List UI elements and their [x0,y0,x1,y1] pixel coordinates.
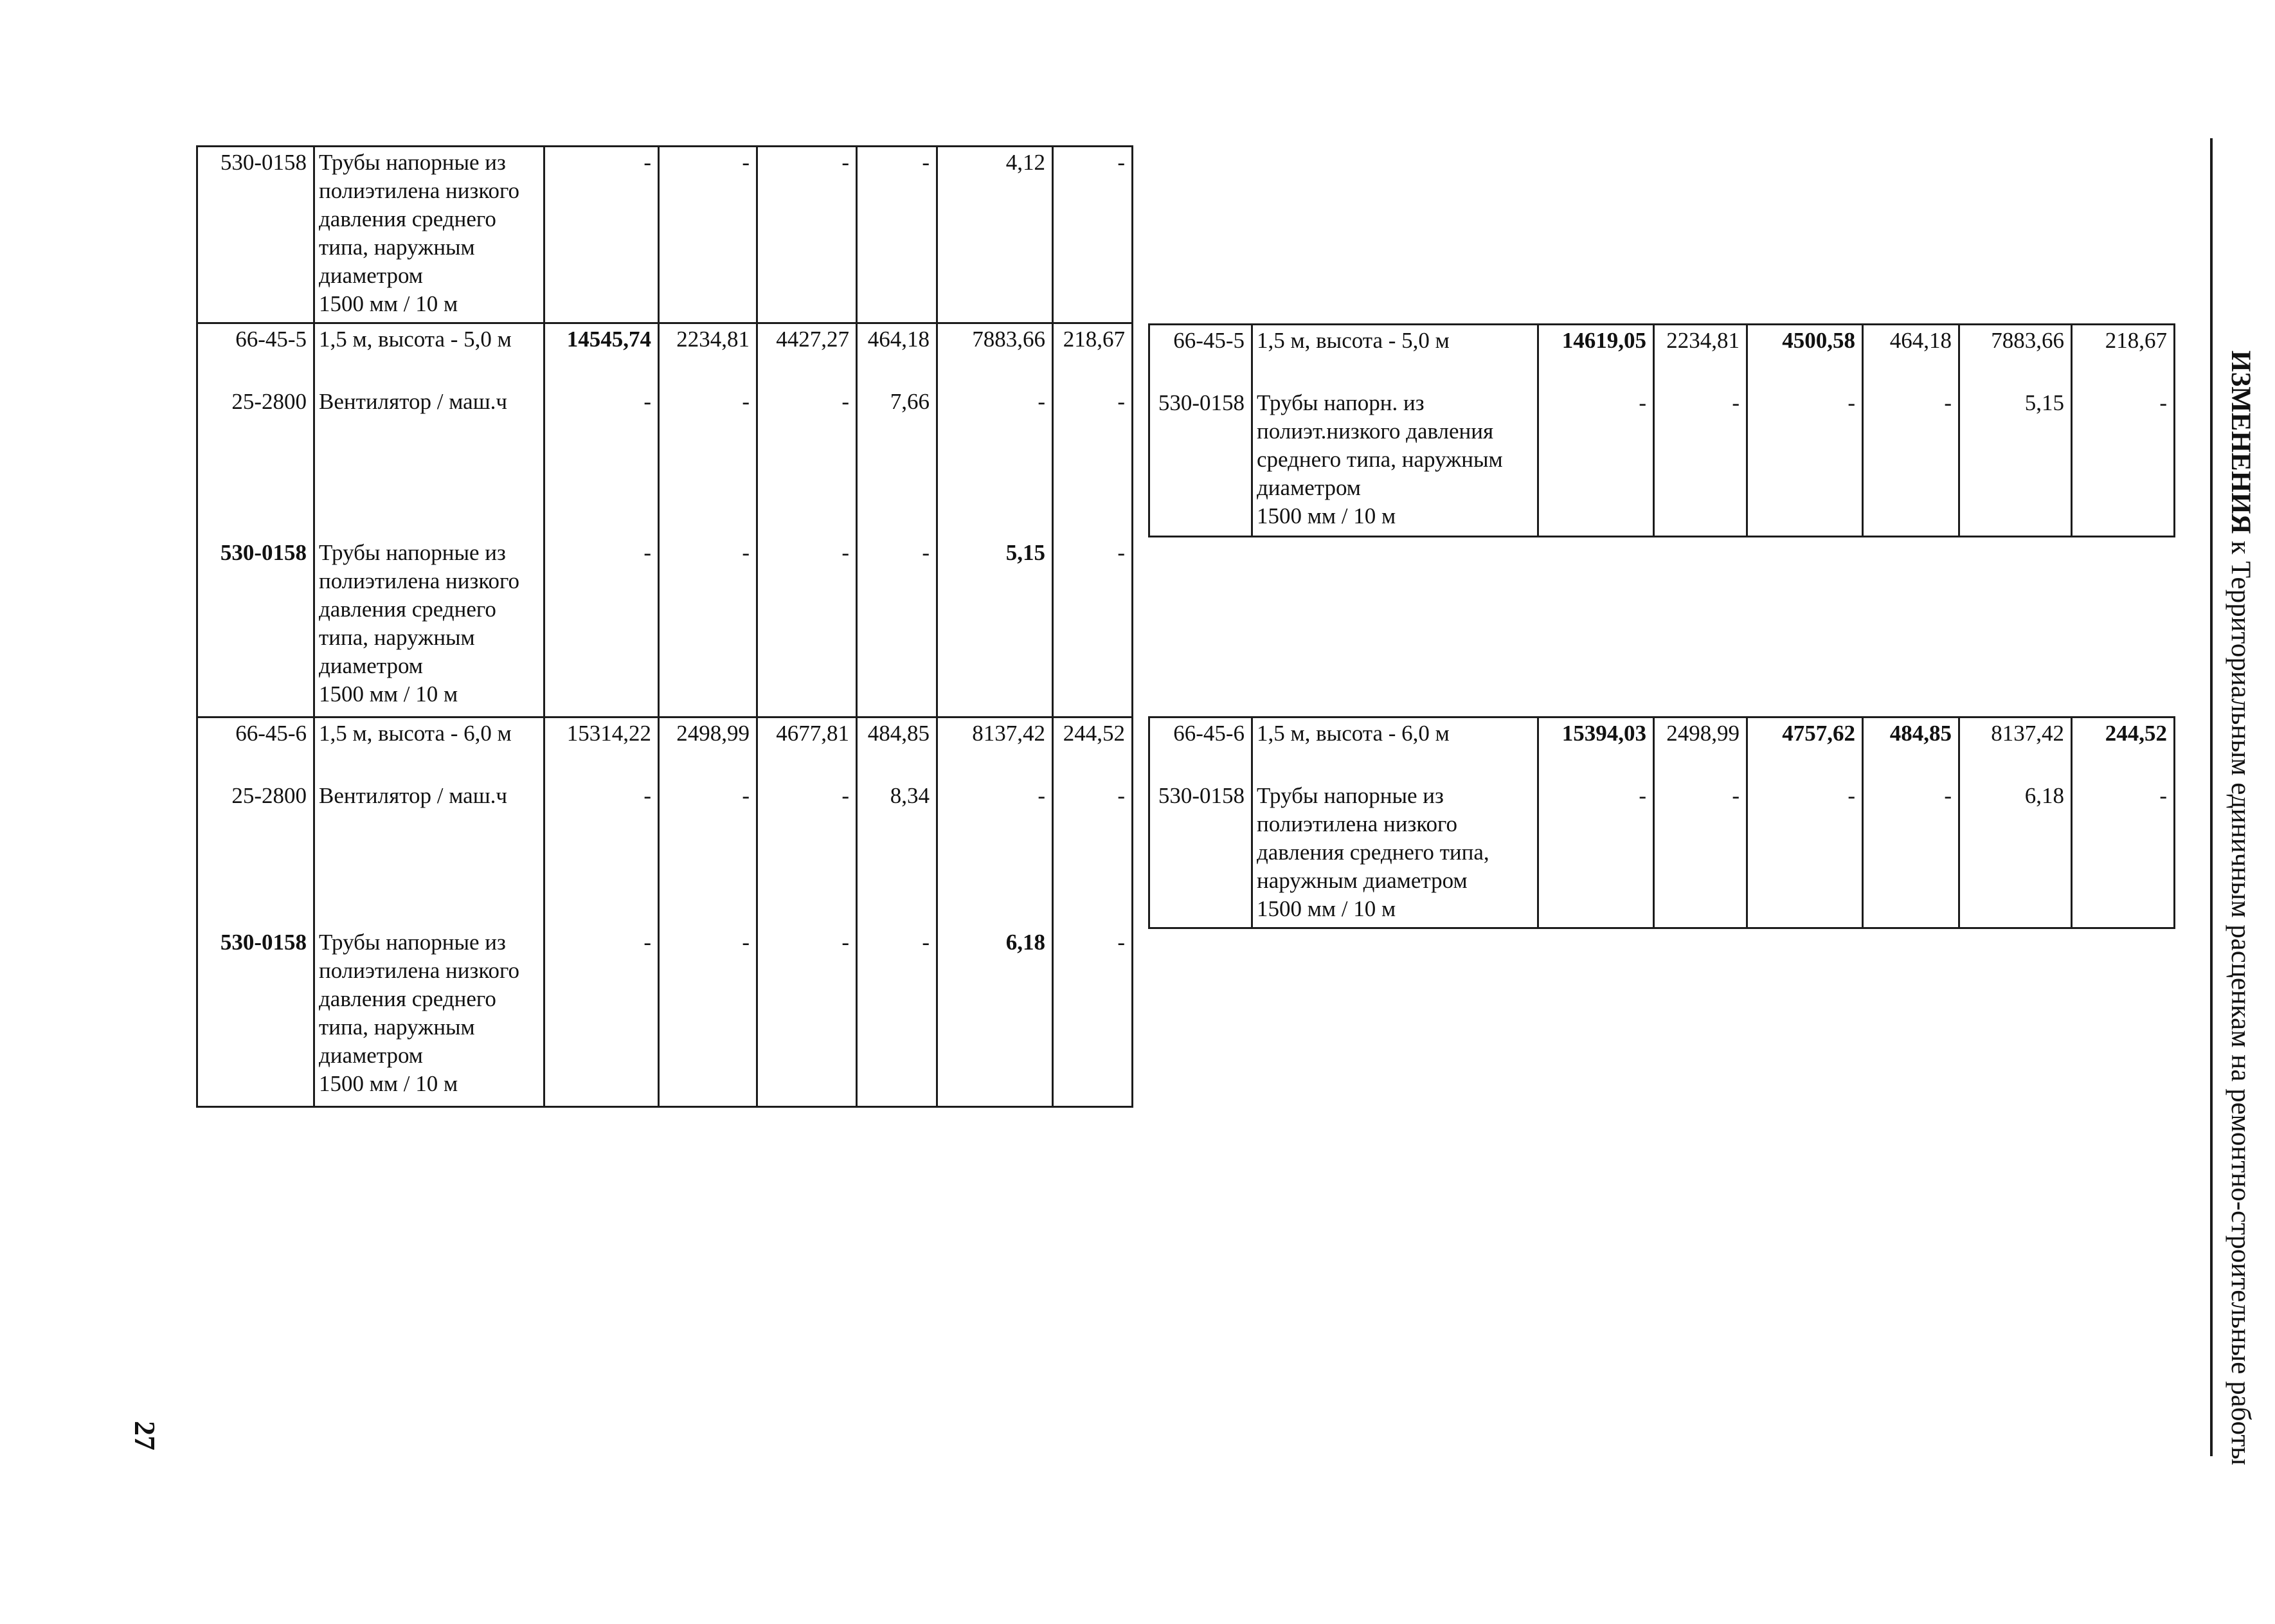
value-cell: - [544,147,659,323]
value-cell: - [1863,780,1959,928]
value-cell: - [1053,537,1133,717]
value-cell: - [1654,388,1747,537]
value-cell: - [1053,147,1133,323]
value-cell: 2498,99 [659,717,757,780]
description-text: Трубы напорные из полиэтилена низкого давления среднего типа, наружным диаметром 1500 мм / 10 м [1257,782,1489,921]
value-cell: - [659,386,757,537]
value-cell: 14545,74 [544,323,659,386]
description-cell [1252,780,1538,928]
description-text: Трубы напорные из полиэтилена низкого давления среднего типа, наружным диаметром 1500 мм / 10 м [319,150,520,316]
value-cell: 2234,81 [659,323,757,386]
value-cell: - [1053,780,1133,927]
value-cell: 5,15 [937,537,1053,717]
value-cell: - [757,386,857,537]
table-row [197,717,1133,780]
description-cell: Вентилятор / маш.ч [314,386,544,537]
value-cell: 14619,05 [1538,325,1654,388]
table-row [1149,780,2175,928]
table-row [1149,717,2175,780]
value-cell: - [1538,388,1654,537]
table-row [1149,388,2175,537]
code-cell: 530-0158 [197,537,314,717]
code-cell: 530-0158 [197,147,314,323]
value-cell: 4500,58 [1747,325,1863,388]
value-cell: 244,52 [1053,717,1133,780]
table-row [197,927,1133,1107]
value-cell: 7883,66 [937,323,1053,386]
table-row [197,537,1133,717]
value-cell: 484,85 [1863,717,1959,780]
code-cell: 530-0158 [197,927,314,1107]
description-cell [314,927,544,1107]
value-cell: 4757,62 [1747,717,1863,780]
table-row [1149,325,2175,388]
value-cell: - [1053,386,1133,537]
table-row [197,780,1133,927]
value-cell: 2498,99 [1654,717,1747,780]
code-cell: 66-45-6 [197,717,314,780]
value-cell: - [937,780,1053,927]
value-cell: - [1863,388,1959,537]
value-cell: 7883,66 [1959,325,2072,388]
code-cell: 530-0158 [1149,388,1252,537]
code-cell: 66-45-5 [1149,325,1252,388]
caption-text [2225,350,2256,1465]
value-cell: 218,67 [2072,325,2175,388]
value-cell: - [2072,388,2175,537]
code-cell: 66-45-6 [1149,717,1252,780]
value-cell: 484,85 [857,717,937,780]
value-cell: 8,34 [857,780,937,927]
value-cell: 464,18 [857,323,937,386]
value-cell: - [659,537,757,717]
value-cell: 5,15 [1959,388,2072,537]
value-cell: - [937,386,1053,537]
description-text: Трубы напорные из полиэтилена низкого давления среднего типа, наружным диаметром 1500 мм / 10 м [319,539,520,707]
description-text: Трубы напорные из полиэтилена низкого давления среднего типа, наружным диаметром 1500 мм / 10 м [319,929,520,1096]
value-cell: 244,52 [2072,717,2175,780]
value-cell: 6,18 [1959,780,2072,928]
code-cell: 25-2800 [197,780,314,927]
value-cell: - [659,147,757,323]
description-cell: Вентилятор / маш.ч [314,780,544,927]
description-cell [314,537,544,717]
value-cell: 8137,42 [937,717,1053,780]
value-cell: 15394,03 [1538,717,1654,780]
table-row [197,147,1133,323]
value-cell: 464,18 [1863,325,1959,388]
code-cell: 25-2800 [197,386,314,537]
value-cell: - [757,780,857,927]
value-cell: 218,67 [1053,323,1133,386]
right-table-upper [1148,323,2175,537]
value-cell: 6,18 [937,927,1053,1107]
right-table-lower [1148,716,2175,929]
value-cell: - [544,537,659,717]
page-number-text: 27 [129,1421,161,1450]
caption-bold: ИЗМЕНЕНИЯ [2226,350,2256,534]
description-text: Трубы напорн. из полиэт.низкого давления среднего типа, наружным диаметром 1500 мм / 10 м [1257,390,1503,528]
value-cell: - [544,927,659,1107]
value-cell: - [1538,780,1654,928]
value-cell: 4677,81 [757,717,857,780]
value-cell: - [2072,780,2175,928]
value-cell: - [659,927,757,1107]
value-cell: - [857,927,937,1107]
code-cell: 530-0158 [1149,780,1252,928]
left-table [196,145,1133,1108]
description-cell [1252,388,1538,537]
table-row [197,323,1133,386]
value-cell: - [757,147,857,323]
value-cell: - [1053,927,1133,1107]
value-cell: - [544,386,659,537]
value-cell: 7,66 [857,386,937,537]
value-cell: - [659,780,757,927]
caption-rest: к Территориальным единичным расценкам на ремонтно-строительные работы [2226,534,2256,1466]
value-cell: 15314,22 [544,717,659,780]
page-number [129,1421,174,1466]
value-cell: - [857,537,937,717]
value-cell: - [857,147,937,323]
description-cell [314,147,544,323]
value-cell: - [1654,780,1747,928]
value-cell: 4427,27 [757,323,857,386]
value-cell: 2234,81 [1654,325,1747,388]
value-cell: - [757,927,857,1107]
value-cell: - [1747,780,1863,928]
description-cell: 1,5 м, высота - 6,0 м [1252,717,1538,780]
description-cell: 1,5 м, высота - 5,0 м [1252,325,1538,388]
description-cell: 1,5 м, высота - 6,0 м [314,717,544,780]
value-cell: - [757,537,857,717]
sidebar-rule [2210,138,2213,1456]
description-cell: 1,5 м, высота - 5,0 м [314,323,544,386]
value-cell: - [1747,388,1863,537]
value-cell: 8137,42 [1959,717,2072,780]
table-row [197,386,1133,537]
value-cell: 4,12 [937,147,1053,323]
side-caption [2221,350,2260,1472]
code-cell: 66-45-5 [197,323,314,386]
value-cell: - [544,780,659,927]
